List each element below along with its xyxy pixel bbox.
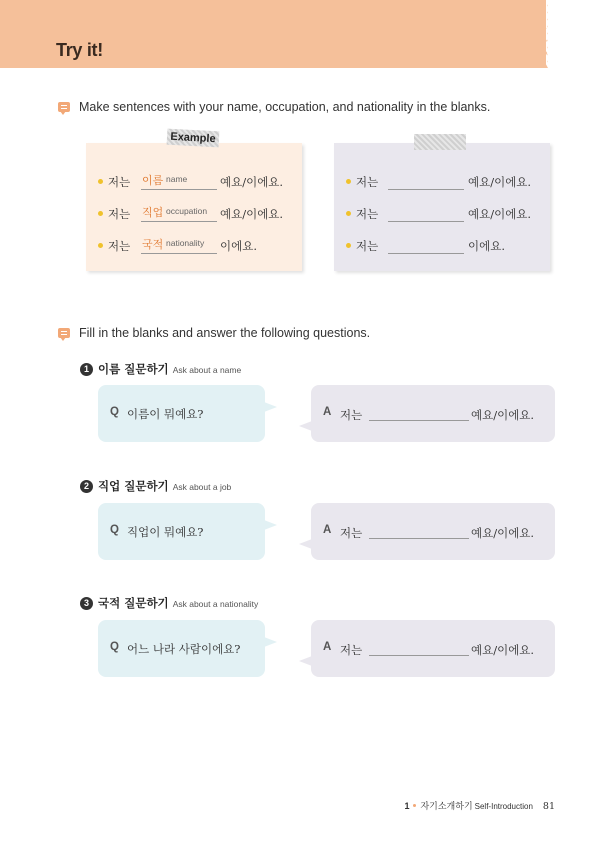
dot-bullet-icon xyxy=(98,179,103,184)
practice-blank-input[interactable] xyxy=(388,237,464,254)
answer-blank-input[interactable] xyxy=(369,523,469,539)
question-bubble-2: Q 직업이 뭐예요? xyxy=(98,503,265,560)
dot-separator-icon xyxy=(413,804,416,807)
answer-blank-input[interactable] xyxy=(369,405,469,421)
practice-blank-input[interactable] xyxy=(388,205,464,222)
example-row: 저는 직업 occupation 예요/이에요. xyxy=(86,203,302,223)
answer-bubble-1: A 저는 예요/이에요. xyxy=(311,385,555,442)
dot-bullet-icon xyxy=(346,211,351,216)
page-number: 81 xyxy=(542,801,555,812)
section-heading-3: 3 국적 질문하기 Ask about a nationality xyxy=(80,595,258,611)
dot-bullet-icon xyxy=(346,243,351,248)
practice-tape xyxy=(414,134,466,150)
speech-bubble-icon xyxy=(58,328,70,338)
dot-bullet-icon xyxy=(98,243,103,248)
practice-row: 저는 예요/이에요. xyxy=(334,171,550,191)
example-tape-label: Example xyxy=(167,129,220,148)
page-footer: 1 자기소개하기 Self-Introduction 81 xyxy=(404,801,555,812)
header-perforation xyxy=(540,2,548,66)
question-bubble-1: Q 이름이 뭐예요? xyxy=(98,385,265,442)
section-heading-2: 2 직업 질문하기 Ask about a job xyxy=(80,478,231,494)
practice-card xyxy=(334,143,550,271)
answer-blank-input[interactable] xyxy=(369,640,469,656)
practice-row: 저는 예요/이에요. xyxy=(334,203,550,223)
answer-bubble-3: A 저는 예요/이에요. xyxy=(311,620,555,677)
instruction-1: Make sentences with your name, occupation, and nationality in the blanks. xyxy=(58,100,490,114)
page-title: Try it! xyxy=(56,40,103,60)
practice-blank-input[interactable] xyxy=(388,173,464,190)
dot-bullet-icon xyxy=(346,179,351,184)
section-heading-1: 1 이름 질문하기 Ask about a name xyxy=(80,361,241,377)
practice-row: 저는 이에요. xyxy=(334,235,550,255)
example-row: 저는 국적 nationality 이에요. xyxy=(86,235,302,255)
answer-bubble-2: A 저는 예요/이에요. xyxy=(311,503,555,560)
example-row: 저는 이름 name 예요/이에요. xyxy=(86,171,302,191)
question-bubble-3: Q 어느 나라 사람이에요? xyxy=(98,620,265,677)
speech-bubble-icon xyxy=(58,102,70,112)
example-card xyxy=(86,143,302,271)
instruction-2: Fill in the blanks and answer the following questions. xyxy=(58,326,370,340)
dot-bullet-icon xyxy=(98,211,103,216)
